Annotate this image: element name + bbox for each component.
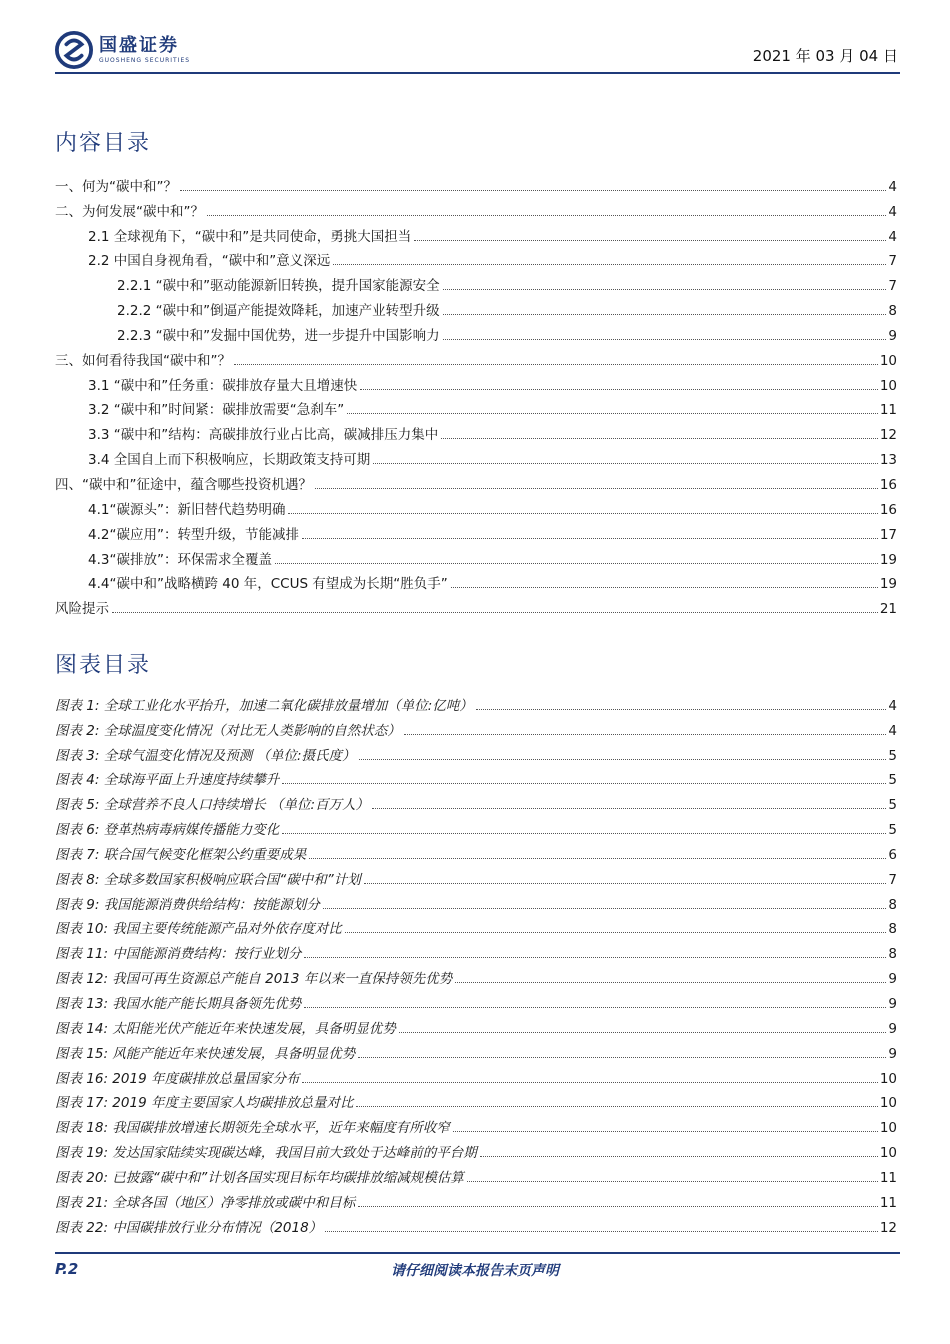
figure-entry-label: 图表 5: 全球营养不良人口持续增长 （单位:百万人） bbox=[55, 797, 370, 814]
figure-entry-page: 7 bbox=[888, 871, 897, 888]
dot-leader bbox=[282, 833, 886, 834]
toc-entry[interactable] bbox=[55, 270, 897, 295]
dot-leader bbox=[453, 1131, 878, 1132]
toc-entry-page: 13 bbox=[879, 452, 897, 469]
page-number: P.2 bbox=[55, 1260, 79, 1278]
dot-leader bbox=[347, 413, 878, 414]
dot-leader bbox=[282, 783, 886, 784]
figure-entry[interactable] bbox=[55, 889, 897, 914]
dot-leader bbox=[315, 488, 878, 489]
figure-entry[interactable] bbox=[55, 690, 897, 715]
page-header bbox=[55, 28, 900, 74]
dot-leader bbox=[112, 612, 878, 613]
figure-entry-page: 12 bbox=[879, 1219, 897, 1236]
figure-entry[interactable] bbox=[55, 1212, 897, 1237]
toc-entry-page: 11 bbox=[879, 402, 897, 419]
toc-entry-label: 3.2 “碳中和”时间紧：碳排放需要“急刹车” bbox=[88, 402, 345, 419]
figure-entry-page: 8 bbox=[888, 896, 897, 913]
dot-leader bbox=[372, 808, 886, 809]
dot-leader bbox=[414, 240, 886, 241]
figure-entry[interactable] bbox=[55, 1137, 897, 1162]
toc-entry-label: 4.1“碳源头”：新旧替代趋势明确 bbox=[88, 501, 286, 518]
figure-entry[interactable] bbox=[55, 1162, 897, 1187]
figure-entry-page: 10 bbox=[879, 1095, 897, 1112]
figure-entry-label: 图表 18: 我国碳排放增速长期领先全球水平，近年来幅度有所收窄 bbox=[55, 1120, 450, 1137]
figure-entry[interactable] bbox=[55, 789, 897, 814]
dot-leader bbox=[467, 1181, 878, 1182]
figure-entry-page: 10 bbox=[879, 1070, 897, 1087]
toc-entry[interactable] bbox=[55, 444, 897, 469]
figure-entry-label: 图表 12: 我国可再生资源总产能自 2013 年以来一直保持领先优势 bbox=[55, 971, 453, 988]
figure-entry-page: 5 bbox=[888, 797, 897, 814]
figure-entry-page: 9 bbox=[888, 995, 897, 1012]
figure-entry-label: 图表 4: 全球海平面上升速度持续攀升 bbox=[55, 772, 280, 789]
figure-entry-page: 6 bbox=[888, 846, 897, 863]
report-date: 2021 年 03 月 04 日 bbox=[752, 47, 898, 65]
dot-leader bbox=[180, 190, 886, 191]
dot-leader bbox=[356, 1106, 877, 1107]
figure-entry-label: 图表 13: 我国水能产能长期具备领先优势 bbox=[55, 995, 302, 1012]
figure-entry-label: 图表 1: 全球工业化水平抬升，加速二氧化碳排放量增加（单位:亿吨） bbox=[55, 697, 473, 714]
figure-entry-page: 9 bbox=[888, 1045, 897, 1062]
toc-entry-label: 风险提示 bbox=[55, 601, 109, 618]
dot-leader bbox=[304, 957, 886, 958]
dot-leader bbox=[360, 389, 878, 390]
toc-entry-label: 2.1 全球视角下，“碳中和”是共同使命，勇挑大国担当 bbox=[88, 228, 412, 245]
toc-entry-label: 3.4 全国自上而下积极响应，长期政策支持可期 bbox=[88, 452, 371, 469]
dot-leader bbox=[441, 438, 878, 439]
toc-entry-page: 12 bbox=[879, 427, 897, 444]
logo-chinese-name: 国盛证券 bbox=[99, 35, 179, 56]
toc-entry-label: 2.2.2 “碳中和”倒逼产能提效降耗，加速产业转型升级 bbox=[117, 303, 440, 320]
figure-entry[interactable] bbox=[55, 765, 897, 790]
dot-leader bbox=[455, 982, 886, 983]
toc-entry-label: 2.2.3 “碳中和”发掘中国优势，进一步提升中国影响力 bbox=[117, 327, 440, 344]
dot-leader bbox=[443, 314, 887, 315]
dot-leader bbox=[443, 339, 887, 340]
company-logo bbox=[55, 30, 190, 70]
figure-list bbox=[55, 690, 897, 1237]
toc-entry-label: 二、为何发展“碳中和”？ bbox=[55, 203, 204, 220]
toc-entry-page: 8 bbox=[888, 303, 897, 320]
dot-leader bbox=[333, 264, 886, 265]
table-of-contents bbox=[55, 171, 897, 618]
figure-entry-label: 图表 6: 登革热病毒病媒传播能力变化 bbox=[55, 822, 280, 839]
dot-leader bbox=[364, 883, 887, 884]
dot-leader bbox=[373, 463, 878, 464]
disclaimer-note: 请仔细阅读本报告末页声明 bbox=[391, 1263, 559, 1279]
dot-leader bbox=[359, 759, 887, 760]
figure-entry-label: 图表 8: 全球多数国家积极响应联合国“碳中和”计划 bbox=[55, 871, 361, 888]
toc-entry-page: 7 bbox=[888, 253, 897, 270]
figure-entry-label: 图表 19: 发达国家陆续实现碳达峰，我国目前大致处于达峰前的平台期 bbox=[55, 1145, 477, 1162]
toc-entry[interactable] bbox=[55, 171, 897, 196]
toc-entry[interactable] bbox=[55, 419, 897, 444]
dot-leader bbox=[234, 364, 878, 365]
figure-entry-page: 10 bbox=[879, 1145, 897, 1162]
figure-entry[interactable] bbox=[55, 1063, 897, 1088]
dot-leader bbox=[345, 932, 887, 933]
dot-leader bbox=[302, 538, 878, 539]
toc-entry-label: 2.2.1 “碳中和”驱动能源新旧转换，提升国家能源安全 bbox=[117, 278, 440, 295]
toc-entry[interactable] bbox=[55, 196, 897, 221]
figure-entry[interactable] bbox=[55, 1038, 897, 1063]
guosheng-logo-icon bbox=[55, 31, 93, 69]
dot-leader bbox=[451, 587, 878, 588]
toc-entry[interactable] bbox=[55, 569, 897, 594]
toc-entry-label: 四、“碳中和”征途中，蕴含哪些投资机遇？ bbox=[55, 476, 312, 493]
toc-entry[interactable] bbox=[55, 593, 897, 618]
toc-entry[interactable] bbox=[55, 395, 897, 420]
toc-entry-page: 4 bbox=[888, 203, 897, 220]
toc-entry-page: 19 bbox=[879, 576, 897, 593]
toc-entry-label: 三、如何看待我国“碳中和”？ bbox=[55, 352, 231, 369]
toc-entry-page: 10 bbox=[879, 377, 897, 394]
dot-leader bbox=[323, 908, 887, 909]
toc-entry[interactable] bbox=[55, 295, 897, 320]
dot-leader bbox=[358, 1057, 886, 1058]
figure-entry-label: 图表 17: 2019 年度主要国家人均碳排放总量对比 bbox=[55, 1095, 354, 1112]
figure-entry-label: 图表 7: 联合国气候变化框架公约重要成果 bbox=[55, 846, 307, 863]
toc-entry[interactable] bbox=[55, 320, 897, 345]
dot-leader bbox=[404, 734, 887, 735]
figure-entry-page: 8 bbox=[888, 921, 897, 938]
figures-title: 图表目录 bbox=[55, 653, 152, 678]
dot-leader bbox=[476, 709, 887, 710]
figure-entry-page: 5 bbox=[888, 822, 897, 839]
figure-entry[interactable] bbox=[55, 839, 897, 864]
toc-entry[interactable] bbox=[55, 221, 897, 246]
toc-entry-label: 2.2 中国自身视角看，“碳中和”意义深远 bbox=[88, 253, 331, 270]
figure-entry-page: 9 bbox=[888, 1020, 897, 1037]
toc-entry-page: 7 bbox=[888, 278, 897, 295]
figure-entry[interactable] bbox=[55, 914, 897, 939]
toc-entry[interactable] bbox=[55, 544, 897, 569]
dot-leader bbox=[275, 563, 878, 564]
dot-leader bbox=[288, 513, 877, 514]
figure-entry-label: 图表 2: 全球温度变化情况（对比无人类影响的自然状态） bbox=[55, 722, 401, 739]
toc-entry[interactable] bbox=[55, 469, 897, 494]
toc-entry-page: 9 bbox=[888, 327, 897, 344]
dot-leader bbox=[302, 1082, 877, 1083]
dot-leader bbox=[304, 1007, 886, 1008]
toc-entry-label: 4.2“碳应用”：转型升级，节能减排 bbox=[88, 526, 299, 543]
figure-entry-label: 图表 11: 中国能源消费结构：按行业划分 bbox=[55, 946, 302, 963]
figure-entry-page: 8 bbox=[888, 946, 897, 963]
figure-entry[interactable] bbox=[55, 988, 897, 1013]
toc-entry-label: 4.3“碳排放”：环保需求全覆盖 bbox=[88, 551, 272, 568]
figure-entry-label: 图表 9: 我国能源消费供给结构：按能源划分 bbox=[55, 896, 320, 913]
dot-leader bbox=[443, 289, 887, 290]
figure-entry-page: 9 bbox=[888, 971, 897, 988]
toc-entry-label: 3.1 “碳中和”任务重：碳排放存量大且增速快 bbox=[88, 377, 358, 394]
figure-entry-page: 11 bbox=[879, 1169, 897, 1186]
figure-entry[interactable] bbox=[55, 1013, 897, 1038]
dot-leader bbox=[309, 858, 886, 859]
dot-leader bbox=[207, 215, 886, 216]
logo-english-name: GUOSHENG SECURITIES bbox=[99, 57, 191, 64]
figure-entry-page: 5 bbox=[888, 772, 897, 789]
figure-entry-page: 11 bbox=[879, 1194, 897, 1211]
figure-entry[interactable] bbox=[55, 1088, 897, 1113]
figure-entry-label: 图表 20: 已披露“碳中和”计划各国实现目标年均碳排放缩减规模估算 bbox=[55, 1169, 464, 1186]
toc-entry[interactable] bbox=[55, 370, 897, 395]
dot-leader bbox=[399, 1032, 887, 1033]
toc-entry[interactable] bbox=[55, 246, 897, 271]
figure-entry-page: 5 bbox=[888, 747, 897, 764]
figure-entry-page: 4 bbox=[888, 697, 897, 714]
dot-leader bbox=[480, 1156, 878, 1157]
figure-entry[interactable] bbox=[55, 938, 897, 963]
figure-entry-label: 图表 14: 太阳能光伏产能近年来快速发展，具备明显优势 bbox=[55, 1020, 396, 1037]
figure-entry-page: 4 bbox=[888, 722, 897, 739]
figure-entry[interactable] bbox=[55, 740, 897, 765]
toc-entry-page: 4 bbox=[888, 178, 897, 195]
toc-entry-page: 21 bbox=[879, 601, 897, 618]
toc-entry-page: 16 bbox=[879, 476, 897, 493]
figure-entry[interactable] bbox=[55, 715, 897, 740]
figure-entry[interactable] bbox=[55, 864, 897, 889]
toc-entry-page: 4 bbox=[888, 228, 897, 245]
figure-entry-page: 10 bbox=[879, 1120, 897, 1137]
figure-entry[interactable] bbox=[55, 814, 897, 839]
figure-entry-label: 图表 15: 风能产能近年来快速发展，具备明显优势 bbox=[55, 1045, 356, 1062]
figure-entry-label: 图表 21: 全球各国（地区）净零排放或碳中和目标 bbox=[55, 1194, 356, 1211]
dot-leader bbox=[358, 1206, 878, 1207]
figure-entry[interactable] bbox=[55, 1187, 897, 1212]
toc-entry-label: 一、何为“碳中和”？ bbox=[55, 178, 177, 195]
toc-entry-page: 19 bbox=[879, 551, 897, 568]
toc-title: 内容目录 bbox=[55, 131, 152, 156]
toc-entry-label: 3.3 “碳中和”结构：高碳排放行业占比高，碳减排压力集中 bbox=[88, 427, 439, 444]
figure-entry-label: 图表 22: 中国碳排放行业分布情况（2018） bbox=[55, 1219, 323, 1236]
toc-entry-page: 10 bbox=[879, 352, 897, 369]
toc-entry-page: 17 bbox=[879, 526, 897, 543]
toc-entry-label: 4.4“碳中和”战略横跨 40 年，CCUS 有望成为长期“胜负手” bbox=[88, 576, 448, 593]
page-footer bbox=[55, 1252, 900, 1284]
figure-entry-label: 图表 3: 全球气温变化情况及预测 （单位:摄氏度） bbox=[55, 747, 356, 764]
figure-entry-label: 图表 16: 2019 年度碳排放总量国家分布 bbox=[55, 1070, 300, 1087]
toc-entry[interactable] bbox=[55, 345, 897, 370]
toc-entry-page: 16 bbox=[879, 501, 897, 518]
figure-entry[interactable] bbox=[55, 1112, 897, 1137]
toc-entry[interactable] bbox=[55, 519, 897, 544]
figure-entry[interactable] bbox=[55, 963, 897, 988]
dot-leader bbox=[325, 1231, 878, 1232]
figure-entry-label: 图表 10: 我国主要传统能源产品对外依存度对比 bbox=[55, 921, 342, 938]
toc-entry[interactable] bbox=[55, 494, 897, 519]
